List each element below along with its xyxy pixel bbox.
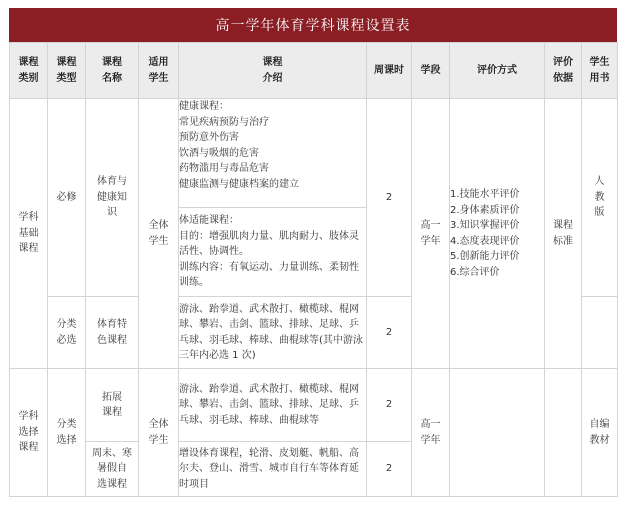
- select-type-cell: 分类 选择: [48, 369, 86, 497]
- select-category-cell: 学科 选择 课程: [10, 369, 48, 497]
- select-eval-empty-cell: [450, 369, 545, 497]
- header-type: 课程 类型: [48, 43, 86, 99]
- expand-name-cell: 拓展 课程: [86, 369, 139, 442]
- header-row: [10, 43, 618, 99]
- expand-hours-cell: 2: [367, 369, 412, 442]
- health-name-cell: 体育与 健康知 识: [86, 99, 139, 297]
- basic-term-cell: 高一 学年: [412, 99, 450, 369]
- header-term: 学段: [412, 43, 450, 99]
- header-audience: 适用 学生: [139, 43, 179, 99]
- header-eval-basis: 评价 依据: [545, 43, 582, 99]
- basic-category-cell: 学科 基础 课程: [10, 99, 48, 369]
- header-eval-method: 评价方式: [450, 43, 545, 99]
- required-hours-cell: 2: [367, 99, 412, 297]
- table-row: [10, 99, 618, 208]
- header-intro: 课程 介绍: [179, 43, 367, 99]
- expand-intro-cell: 游泳、跆拳道、武术散打、橄榄球、棍网球、攀岩、击剑、篮球、排球、足球、乒乓球、羽毛球、棒球、曲棍球等: [179, 369, 367, 442]
- header-textbook: 学生 用书: [582, 43, 618, 99]
- header-name: 课程 名称: [86, 43, 139, 99]
- holiday-name-cell: 周末、寒 暑假自 选课程: [86, 442, 139, 497]
- eval-basis-cell: 课程 标准: [545, 99, 582, 369]
- special-hours-cell: 2: [367, 297, 412, 369]
- course-table: [9, 42, 618, 497]
- required-type-cell: 必修: [48, 99, 86, 297]
- select-basis-empty-cell: [545, 369, 582, 497]
- course-schedule: [9, 8, 617, 497]
- basic-audience-cell: 全体 学生: [139, 99, 179, 369]
- elective-type-cell: 分类 必选: [48, 297, 86, 369]
- holiday-intro-cell: 增设体育课程，轮滑、皮划艇、帆船、高尔夫、登山、滑雪、城市自行车等体育延时项目: [179, 442, 367, 497]
- eval-methods-cell: 1.技能水平评价 2.身体素质评价 3.知识掌握评价 4.态度表现评价 5.创新能力评价 6.综合评价: [450, 99, 545, 369]
- select-audience-cell: 全体 学生: [139, 369, 179, 497]
- header-hours: 周课时: [367, 43, 412, 99]
- fitness-intro-cell: 体适能课程： 目的：增强肌肉力量、肌肉耐力、肢体灵活性、协调性。 训练内容：有氧运动、力量训练、柔韧性训练。: [179, 208, 367, 297]
- special-intro-cell: 游泳、跆拳道、武术散打、橄榄球、棍网球、攀岩、击剑、篮球、排球、足球、乒乓球、羽毛球、棒球、曲棍球等(其中游泳三年内必选 1 次): [179, 297, 367, 369]
- table-row: [10, 369, 618, 442]
- holiday-hours-cell: 2: [367, 442, 412, 497]
- basic-textbook-cell: 人 教 版: [582, 99, 618, 297]
- select-term-cell: 高一 学年: [412, 369, 450, 497]
- select-textbook-cell: 自编 教材: [582, 369, 618, 497]
- table-title: 高一学年体育学科课程设置表: [9, 8, 617, 42]
- health-intro-cell: 健康课程： 常见疾病预防与治疗 预防意外伤害 饮酒与吸烟的危害 药物滥用与毒品危害 健康监测与健康档案的建立: [179, 99, 367, 208]
- empty-textbook-cell: [582, 297, 618, 369]
- special-name-cell: 体育特 色课程: [86, 297, 139, 369]
- header-category: 课程 类别: [10, 43, 48, 99]
